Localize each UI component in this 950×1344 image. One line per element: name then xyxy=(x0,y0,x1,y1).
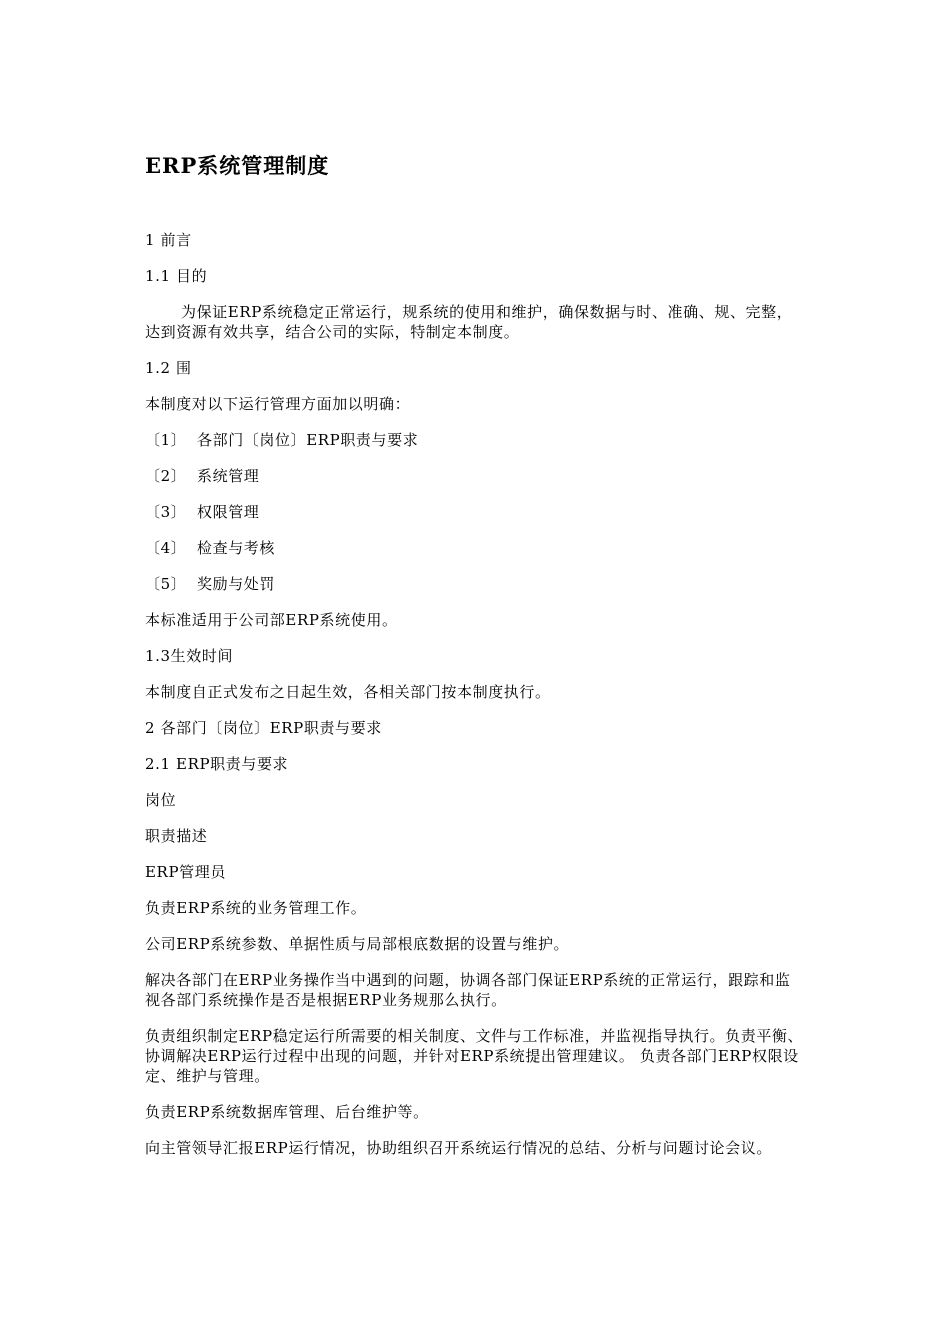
scope-intro: 本制度对以下运行管理方面加以明确： xyxy=(145,395,411,413)
scope-list-item xyxy=(145,538,275,558)
duty-item: 公司ERP系统参数、单据性质与局部根底数据的设置与维护。 xyxy=(145,935,570,953)
list-item-text: 各部门〔岗位〕ERP职责与要求 xyxy=(197,431,419,449)
list-item-number: 〔5〕 xyxy=(145,575,187,593)
section-heading-1-3: 1.3生效时间 xyxy=(145,647,234,665)
effective-paragraph: 本制度自正式发布之日起生效，各相关部门按本制度执行。 xyxy=(145,683,551,701)
section-heading-1-2: 1.2 围 xyxy=(145,359,192,377)
duty-item: 向主管领导汇报ERP运行情况，协助组织召开系统运行情况的总结、分析与问题讨论会议。 xyxy=(145,1139,772,1157)
duty-item: 负责ERP系统数据库管理、后台维护等。 xyxy=(145,1103,429,1121)
section-heading-2: 2 各部门〔岗位〕ERP职责与要求 xyxy=(145,719,382,737)
purpose-paragraph: 为保证ERP系统稳定正常运行，规系统的使用和维护，确保数据与时、准确、规、完整，达到资源有效共享，结合公司的实际，特制定本制度。 xyxy=(145,303,793,341)
scope-list-item xyxy=(145,466,259,486)
list-item-number: 〔4〕 xyxy=(145,539,187,557)
list-item-text: 奖励与处罚 xyxy=(197,575,276,593)
list-item-text: 系统管理 xyxy=(197,467,260,485)
list-item-number: 〔3〕 xyxy=(145,503,187,521)
section-heading-1: 1 前言 xyxy=(145,231,192,249)
document-title: ERP系统管理制度 xyxy=(145,153,330,178)
column-duty-label: 职责描述 xyxy=(145,827,208,845)
scope-list-item xyxy=(145,430,418,450)
list-item-text: 检查与考核 xyxy=(197,539,276,557)
column-position-label: 岗位 xyxy=(145,791,177,809)
list-item-text: 权限管理 xyxy=(197,503,260,521)
scope-statement: 本标准适用于公司部ERP系统使用。 xyxy=(145,611,398,629)
duty-item: 解决各部门在ERP业务操作当中遇到的问题，协调各部门保证ERP系统的正常运行，跟踪和监视各部门系统操作是否是根据ERP业务规那么执行。 xyxy=(145,971,791,1009)
duty-item: 负责组织制定ERP稳定运行所需要的相关制度、文件与工作标准，并监视指导执行。负责平衡、协调解决ERP运行过程中出现的问题，并针对ERP系统提出管理建议。 负责各部门ERP权限设定、维护与管理。 xyxy=(145,1027,804,1085)
scope-list-item xyxy=(145,502,259,522)
section-heading-2-1: 2.1 ERP职责与要求 xyxy=(145,755,289,773)
scope-list-item xyxy=(145,574,275,594)
role-name: ERP管理员 xyxy=(145,863,226,881)
section-heading-1-1: 1.1 目的 xyxy=(145,267,208,285)
list-item-number: 〔2〕 xyxy=(145,467,187,485)
list-item-number: 〔1〕 xyxy=(145,431,187,449)
duty-item: 负责ERP系统的业务管理工作。 xyxy=(145,899,367,917)
